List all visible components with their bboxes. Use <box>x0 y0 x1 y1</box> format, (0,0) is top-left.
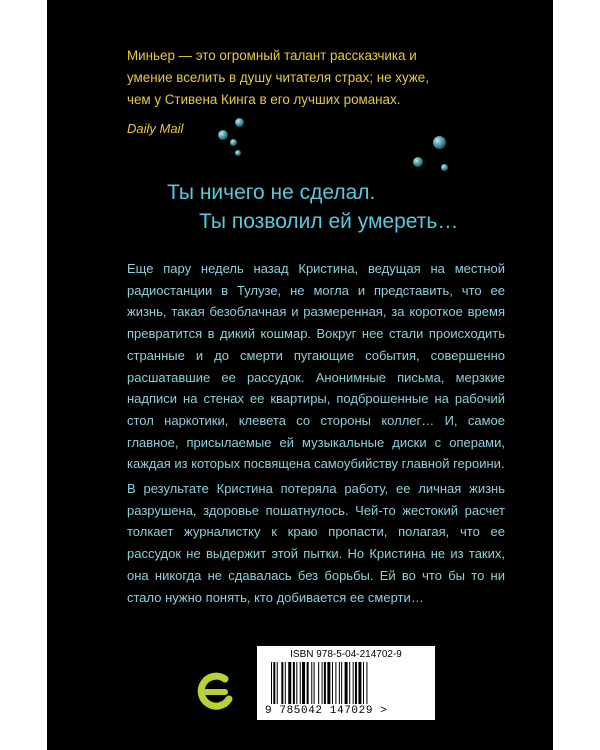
description-paragraph-2: В результате Кристина потеряла работу, ее личная жизнь разрушена, здоровье пошатнулось. Чей-то жестокий расчет толкает журналистку к краю пропасти, полагая, что ее рассудок не выдержит этой пытки. Но Кристина не из таких, она никогда не сдавалась без борьбы. Ей во что бы то ни стало нужно понять, кто добивается ее смерти… <box>127 481 505 605</box>
bubble-icon <box>235 118 244 127</box>
eksmo-logo-icon <box>194 668 240 714</box>
bubble-icon <box>235 150 241 156</box>
bubble-icon <box>230 139 237 146</box>
barcode-digits: 9 785042 147029 > <box>265 705 388 717</box>
blurb-quote: Миньер — это огромный талант рассказчика и умение вселить в душу читателя страх; не хуже, чем у Стивена Кинга в его лучших романах. <box>127 48 429 107</box>
barcode-icon <box>271 662 423 704</box>
tagline-line-1: Ты ничего не сделал. <box>167 181 376 204</box>
bubble-icon <box>441 164 448 171</box>
bubble-icon <box>433 136 446 149</box>
blurb-source: Daily Mail <box>127 121 184 136</box>
description-paragraph-1: Еще пару недель назад Кристина, ведущая на местной радиостанции в Тулузе, не могла и представить, что ее жизнь, такая безоблачная и размеренная, за короткое время превратится в дикий кошмар. Вокруг нее стали происходить странные и до смерти пугающие события, совершенно расшатавшие ее рассудок. Анонимные письма, мерзкие надписи на стенах ее квартиры, подброшенные на рабочий стол наркотики, клевета со стороны коллег… И, самое главное, присылаемые ей музыкальные диски с операми, каждая из которых посвящена самоубийству главной героини. <box>127 261 505 472</box>
back-cover <box>47 0 553 750</box>
barcode-panel <box>257 646 435 720</box>
tagline <box>167 178 458 236</box>
bubble-icon <box>413 157 423 167</box>
tagline-line-2: Ты позволил ей умереть… <box>199 210 459 233</box>
isbn-label: ISBN 978-5-04-214702-9 <box>290 649 402 660</box>
bubble-icon <box>218 130 228 140</box>
